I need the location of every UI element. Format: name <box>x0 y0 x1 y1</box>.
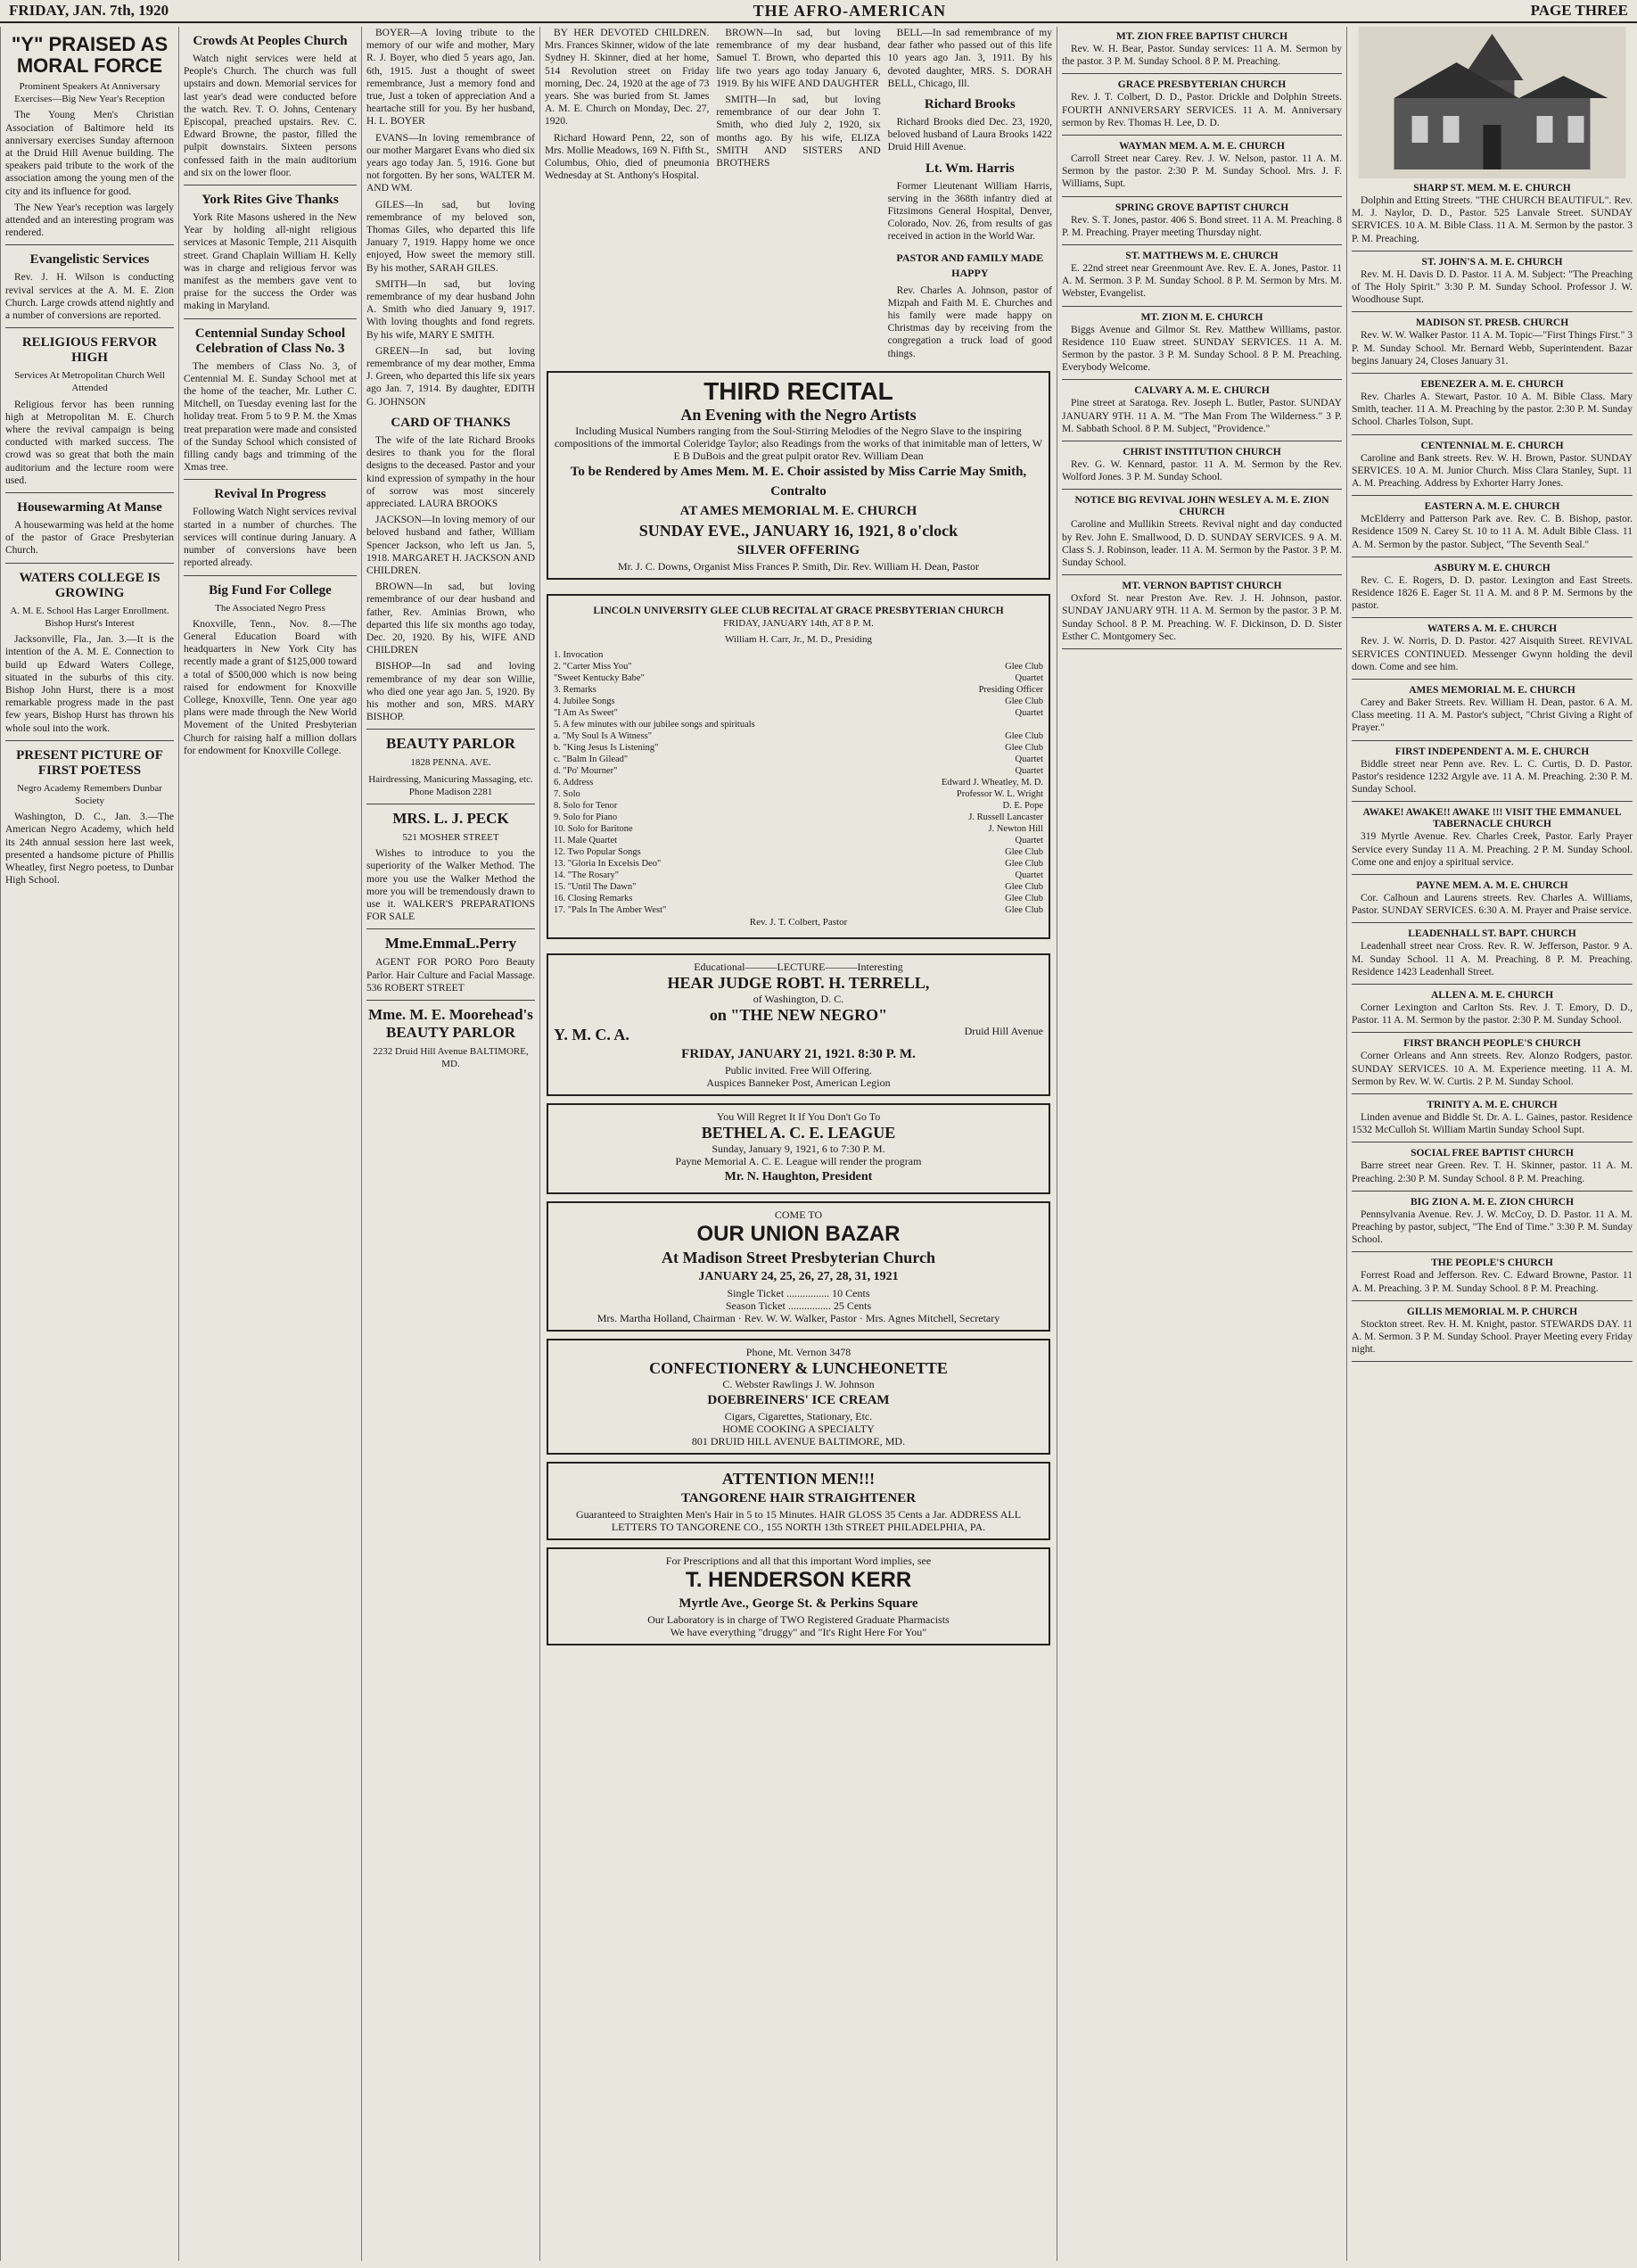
church-notice-body: Rev. W. H. Bear, Pastor. Sunday services: 11 A. M. Sermon by the pastor. 3 P. M. Sunday School. 8 P. M. Preaching. <box>1062 44 1342 68</box>
church-notice-title: SOCIAL FREE BAPTIST CHURCH <box>1411 1148 1574 1159</box>
program-performer: Glee Club <box>1005 847 1043 858</box>
paper-title: THE AFRO-AMERICAN <box>753 1 947 20</box>
subhead-fervor: Services At Metropolitan Church Well Attended <box>14 370 165 394</box>
kerr-address: Myrtle Ave., George St. & Perkins Square <box>679 1596 918 1612</box>
program-item: 17. "Pals In The Amber West" <box>554 905 667 916</box>
kerr-lab: Our Laboratory is in charge of TWO Registered Graduate Pharmacists <box>647 1613 950 1627</box>
program-performer: Glee Club <box>1005 662 1043 672</box>
church-notice-title: WAYMAN MEM. A. M. E. CHURCH <box>1119 141 1285 153</box>
headline-york-rites: York Rites Give Thanks <box>202 193 339 208</box>
program-performer: Glee Club <box>1005 859 1043 870</box>
church-notice-title: MT. ZION M. E. CHURCH <box>1140 311 1263 323</box>
subhead-waters-college: A. M. E. School Has Larger Enrollment. Bishop Hurst's Interest <box>10 605 169 629</box>
program-item: a. "My Soul Is A Witness" <box>554 731 653 742</box>
obituary: Richard Howard Penn, 22, son of Mrs. Mollie Meadows, 169 N. Fifth St., Columbus, Ohio, died of pneumonia Wednesday at St. Anthony's Hospital. <box>545 132 710 182</box>
program-item: 15. "Until The Dawn" <box>554 882 637 893</box>
article-body: Following Watch Night services revival started in a number of churches. The services will continue during January. A number of conversions have been reported already. <box>184 507 357 569</box>
memoriam: GREEN—In sad, but loving remembrance of my dear mother, Emma J. Green, who departed this life six years ago Jan. 7, 1914. By daughter, EDITH G. JOHNSON <box>366 345 535 408</box>
lecture-location: Druid Hill Avenue <box>964 1025 1043 1038</box>
program-row <box>554 788 1043 800</box>
conf-phone: Phone, Mt. Vernon 3478 <box>745 1346 851 1359</box>
ad-peck: MRS. L. J. PECK <box>392 809 509 827</box>
church-notice-body: Rev. S. T. Jones, pastor. 406 S. Bond street. 11 A. M. Preaching. 8 P. M. Preaching. Prayer meeting Thursday night. <box>1062 214 1342 238</box>
church-notice-title: MT. VERNON BAPTIST CHURCH <box>1122 581 1282 592</box>
program-item: b. "King Jesus Is Listening" <box>554 743 659 754</box>
kerr-pre: For Prescriptions and all that this important Word implies, see <box>665 1555 932 1568</box>
program-row <box>554 823 1043 835</box>
headline-fervor: RELIGIOUS FERVOR HIGH <box>21 335 158 366</box>
church-notice-body: Oxford St. near Preston Ave. Rev. J. H. Johnson, pastor. SUNDAY JANUARY 9TH. 11 A. M. Sermon by the pastor. 3 P. M. Sunday School. 8 P. M. Preaching. W. F. Dickinson, D. D. Sister Esther C. Montgomery Sec. <box>1062 593 1342 642</box>
program-performer: Quartet <box>1015 766 1043 777</box>
tangorene-title: ATTENTION MEN!!! <box>721 1470 876 1489</box>
conf-home: HOME COOKING A SPECIALTY <box>722 1423 875 1436</box>
bazar-dates: JANUARY 24, 25, 26, 27, 28, 31, 1921 <box>698 1270 899 1284</box>
ad-perry: Mme.EmmaL.Perry <box>384 935 517 953</box>
memoriam: SMITH—In sad, but loving remembrance of our dear John T. Smith, who died July 2, 1920, six months ago. By his wife, ELIZA SMITH AND SISTERS AND BROTHERS <box>716 95 881 169</box>
league-date: Sunday, January 9, 1921, 6 to 7:30 P. M. <box>712 1142 885 1156</box>
headline-big-fund: Big Fund For College <box>209 582 332 598</box>
memoriam: BROWN—In sad, but loving remembrance of our dear husband and father, Rev. Aminias Brown, who departed this life six months ago today, Dec. 20, 1920. By his, WIFE AND CHILDREN <box>366 581 535 656</box>
church-notice-title: MT. ZION FREE BAPTIST CHURCH <box>1115 31 1288 42</box>
church-notice-title: AWAKE! AWAKE!! AWAKE !!! VISIT THE EMMANUEL TABERNACLE CHURCH <box>1362 807 1622 830</box>
church-notice-body: Pine street at Saratoga. Rev. Joseph L. Butler, Pastor. SUNDAY JANUARY 9TH. 11 A. M. "The Man From The Wilderness." 3 P. M. Sabbath School. 8 P. M. Subject, "Providence." <box>1062 398 1342 434</box>
article-body: Jacksonville, Fla., Jan. 3.—It is the intention of the A. M. E. Connection to build up Edward Waters College, situated in the suburbs of this city. Bishop John Hurst, there is a most remarkable progress made in the past few years, Bishop Hurst has thrown his whole soul into the work. <box>5 634 174 734</box>
subhead-poetess: Negro Academy Remembers Dunbar Society <box>17 782 162 806</box>
recital-title: THIRD RECITAL <box>703 376 893 405</box>
ad-address: 521 MOSHER STREET <box>402 831 499 843</box>
church-notice-title: CENTENNIAL M. E. CHURCH <box>1420 440 1564 451</box>
recital-venue: AT AMES MEMORIAL M. E. CHURCH <box>679 503 917 518</box>
headline-housewarming: Housewarming At Manse <box>17 500 162 515</box>
ad-body: Wishes to introduce to you the superiority of the Walker Method. The more you use the Walker Method the more you will be tremendously drawn to use it. WALKER'S PREPARATIONS FOR SALE <box>366 848 535 923</box>
recital-footer: Mr. J. C. Downs, Organist Miss Frances P. Smith, Dir. Rev. William H. Dean, Pastor <box>618 559 979 573</box>
church-notice-body: Biggs Avenue and Gilmor St. Rev. Matthew Williams, pastor. Residence 110 Euaw street. SUNDAY SERVICES. 11 A. M. Sermon by the pastor. 3 P. M. Sunday School. 8 P. M. Preaching. Everybody Welcome. <box>1062 324 1342 374</box>
program-row <box>554 870 1043 881</box>
kerr-title: T. HENDERSON KERR <box>685 1568 912 1593</box>
church-notice-title: ASBURY M. E. CHURCH <box>1434 562 1551 573</box>
obituary: Former Lieutenant William Harris, serving in the 368th infantry died at Fitzsimons General Hospital, Denver, Colorado, Nov. 26, from results of gas received in action in the World War. <box>887 180 1052 243</box>
league-regret: You Will Regret It If You Don't Go To <box>716 1110 881 1124</box>
church-notice-body: Stockton street. Rev. H. M. Knight, pastor. STEWARDS DAY. 11 A. M. Sermon. 3 P. M. Sunday School. Prayer Meeting every Friday night. <box>1352 1318 1633 1356</box>
article-body: The members of Class No. 3, of Centennial M. E. Sunday School met at the home of the teacher, Mr. Luther C. Mitchell, on Tuesday evening last for the holiday treat. From 5 to 9 P. M. the Xmas treat preparation were made and consisted of the Sunday School which consisted of filling candy bags and trimming of the Xmas tree. <box>184 360 357 474</box>
bazar-come: COME TO <box>774 1208 823 1222</box>
headline-evangelistic: Evangelistic Services <box>29 252 150 268</box>
church-notice-body: 319 Myrtle Avenue. Rev. Charles Creek, Pastor. Early Prayer Service every Sunday 11 A. M. Preaching. 2 P. M. Sunday School. Come one and enjoy a spiritual service. <box>1352 831 1633 868</box>
church-notice-body: Rev. W. W. Walker Pastor. 11 A. M. Topic—"First Things First." 3 P. M. Sunday School. Mr. Bernard Webb, Superintendent. Bazar begins January 24, Closes January 31. <box>1352 330 1633 367</box>
article-body: A housewarming was held at the home of the pastor of Grace Presbyterian Church. <box>5 520 174 557</box>
league-program: Payne Memorial A. C. E. League will render the program <box>675 1155 922 1168</box>
program-item: 3. Remarks <box>554 685 596 696</box>
lecture-topic: on "THE NEW NEGRO" <box>709 1006 888 1025</box>
program-item: 12. Two Popular Songs <box>554 847 641 858</box>
article-body: The Young Men's Christian Association of Baltimore held its anniversary exercises Sunday afternoon at the Druid Hill Avenue building. The speakers paid tribute to the work of the association among the young men of the city and its influence for good. <box>5 110 174 197</box>
ad-address: 2232 Druid Hill Avenue BALTIMORE, MD. <box>373 1046 529 1070</box>
church-notice-title: EASTERN A. M. E. CHURCH <box>1424 501 1560 513</box>
recital-offering: SILVER OFFERING <box>736 542 860 557</box>
church-notice-body: Barre street near Green. Rev. T. H. Skinner, pastor. 11 A. M. Preaching. 2:30 P. M. Sunday School. 8 P. M. Preaching. <box>1352 1160 1633 1184</box>
church-notice-body: Rev. C. E. Rogers, D. D. pastor. Lexington and East Streets. Residence 1826 E. Eager St. 11 A. M. and 8 P. M. Sermons by the pastor. <box>1352 574 1633 612</box>
church-notice-body: Rev. G. W. Kennard, pastor. 11 A. M. Sermon by the Rev. Wolford Jones. 3 P. M. Sunday School. <box>1062 459 1342 483</box>
church-notice-title: GILLIS MEMORIAL M. P. CHURCH <box>1406 1306 1578 1317</box>
church-notice-body: Rev. J. W. Norris, D. D. Pastor. 427 Aisquith Street. REVIVAL SERVICES CONTINUED. Messenger Gwynn holding the devil down. Come and see him. <box>1352 636 1633 672</box>
church-notice-title: EBENEZER A. M. E. CHURCH <box>1420 379 1564 391</box>
program-performer: Glee Club <box>1005 743 1043 754</box>
program-row <box>554 904 1043 916</box>
league-name: BETHEL A. C. E. LEAGUE <box>701 1124 896 1142</box>
program-row <box>554 707 1043 719</box>
program-item: 9. Solo for Piano <box>554 812 618 823</box>
program-performer: D. E. Pope <box>1002 801 1043 812</box>
recital-date: SUNDAY EVE., JANUARY 16, 1921, 8 o'clock <box>638 521 958 540</box>
program-performer: J. Newton Hill <box>988 824 1043 835</box>
column-3 <box>361 27 539 2261</box>
church-notice-title: SHARP ST. MEM. M. E. CHURCH <box>1413 183 1571 194</box>
ad-lecture <box>547 953 1050 1096</box>
program-row <box>554 719 1043 730</box>
church-notice-body: Pennsylvania Avenue. Rev. J. W. McCoy, D. D. Pastor. 11 A. M. Preaching by pastor, subject, "The End of Time." 3:30 P. M. Sunday School. <box>1352 1208 1633 1246</box>
article-body: Rev. J. H. Wilson is conducting revival services at the A. M. E. Zion Church. Large crowds attend nightly and a number of conversions are reported. <box>5 272 174 322</box>
program-item: 14. "The Rosary" <box>554 870 620 881</box>
program-row <box>554 858 1043 870</box>
church-illustration-icon <box>1352 27 1633 178</box>
headline-richard-brooks: Richard Brooks <box>924 97 1016 112</box>
program-performer: Professor W. L. Wright <box>956 789 1043 800</box>
church-notice-title: ST. JOHN'S A. M. E. CHURCH <box>1421 256 1563 268</box>
memoriam: BELL—In sad remembrance of my dear father who passed out of this life 10 years ago Jan. 3, 1911. By his devoted daughter, MRS. S. DORAH BELL, Chicago, Ill. <box>887 28 1052 89</box>
program-row <box>554 661 1043 672</box>
church-notice-body: Carey and Baker Streets. Rev. William H. Dean, pastor. 6 A. M. Class meeting. 11 A. M. Pastor's subject, "Christ Giving a Right of Prayer." <box>1352 697 1633 734</box>
church-notice-body: E. 22nd street near Greenmount Ave. Rev. E. A. Jones, Pastor. 11 A. M. Sermon. 3 P. M. Sunday School. 8 P. M. Sermon by Mrs. M. Webster, Evangelist. <box>1062 263 1342 300</box>
church-notice-body: McElderry and Patterson Park ave. Rev. C. B. Bishop, pastor. Residence 1509 N. Carey St. 10 to 11 A. M. Adult Bible Class. 11 A. M. Sermon by the pastor. Subject, "The Seventh Seal." <box>1352 514 1633 550</box>
glee-chair: William H. Carr, Jr., M. D., Presiding <box>724 634 873 646</box>
program-performer: Glee Club <box>1005 882 1043 893</box>
program-performer: Glee Club <box>1005 731 1043 742</box>
article-body: Washington, D. C., Jan. 3.—The American Negro Academy, which held its 24th annual session here last week, presented a handsome picture of Phillis Wheatley, first Negro poetess, to Dunbar High School. <box>5 812 174 887</box>
headline-harris: Lt. Wm. Harris <box>925 161 1015 176</box>
lecture-speaker: HEAR JUDGE ROBT. H. TERRELL, <box>667 974 930 993</box>
ad-union-bazar <box>547 1201 1050 1332</box>
memoriam: SMITH—In sad, but loving remembrance of my dear husband John A. Smith who died January 9, 1917. With loving thoughts and fond regrets. By his wife, MARY E SMITH. <box>366 278 535 341</box>
article-body: The wife of the late Richard Brooks desires to thank you for the floral designs to the deceased. Pastor and your kind expression of sympathy in the hour of sorrow was most sincerely appreciated. LAURA BROOKS <box>366 434 535 509</box>
program-row <box>554 754 1043 765</box>
conf-cigars: Cigars, Cigarettes, Stationary, Etc. <box>724 1410 873 1423</box>
church-notice-title: ALLEN A. M. E. CHURCH <box>1430 989 1554 1001</box>
church-notice-body: Rev. M. H. Davis D. D. Pastor. 11 A. M. Subject: "The Preaching of The Holy Spirit." 3:30 P. M. Sunday School. Professor J. W. Woodhouse Supt. <box>1352 268 1633 306</box>
program-item: 13. "Gloria In Excelsis Deo" <box>554 859 662 870</box>
article-body: Knoxville, Tenn., Nov. 8.—The General Education Board with headquarters in New York City has recently made a grant of $125,000 toward a total of $500,000 which is now being raised for endowment for Knoxville College, Knoxville, Tenn. One year ago plans were made through the New World Movement of the United Presbyterian Church for raising half a million dollars for endowment for Knoxville College. <box>184 618 357 756</box>
program-row <box>554 696 1043 707</box>
glee-footer: Rev. J. T. Colbert, Pastor <box>749 917 848 928</box>
article-body: Watch night services were held at People's Church. The church was full upstairs and down. Memorial services for last year's dead were conducted before the watch. Rev. T. O. Johns, Centenary Episcopal, preached upstairs. Rev. C. Edward Browne, the pastor, filled the pulpit downstairs. Sixteen persons confessed faith in the main auditorium and six on the lower floor. <box>184 54 357 178</box>
program-row <box>554 812 1043 823</box>
church-notice-title: CHRIST INSTITUTION CHURCH <box>1123 447 1281 458</box>
program-performer: Quartet <box>1015 673 1043 684</box>
headline-pastor: PASTOR AND FAMILY MADE HAPPY <box>896 251 1044 279</box>
program-item: 6. Address <box>554 778 594 788</box>
headline-poetess: PRESENT PICTURE OF FIRST POETESS <box>16 747 163 778</box>
tangorene-sub: TANGORENE HAIR STRAIGHTENER <box>680 1491 917 1506</box>
ad-bethel-league <box>547 1103 1050 1194</box>
league-president: Mr. N. Haughton, President <box>724 1170 873 1184</box>
program-item: 4. Jubilee Songs <box>554 697 615 707</box>
church-notice-title: MADISON ST. PRESB. CHURCH <box>1415 318 1569 329</box>
lecture-auspices: Auspices Banneker Post, American Legion <box>706 1076 891 1090</box>
church-notice-title: TRINITY A. M. E. CHURCH <box>1427 1099 1558 1110</box>
program-item: 5. A few minutes with our jubilee songs and spirituals <box>554 720 755 730</box>
glee-date: FRIDAY, JANUARY 14th, AT 8 P. M. <box>723 617 874 629</box>
headline-crowds: Crowds At Peoples Church <box>193 34 348 48</box>
church-notice-body: Caroline and Mullikin Streets. Revival night and day conducted by Rev. John E. Smallwood, D. D. SUNDAY SERVICES. 9 A. M. Class S. J. Robinson, leader. 11 A. M. Sermon by the Pastor. 3 P. M. Sunday School. <box>1062 519 1342 569</box>
glee-program <box>554 649 1043 916</box>
church-notice-title: LEADENHALL ST. BAPT. CHURCH <box>1408 928 1576 940</box>
program-row <box>554 742 1043 754</box>
memoriam: EVANS—In loving remembrance of our mother Margaret Evans who died six years ago today Jan. 5, 1916. Gone but not forgotten. By her sons, WALTER M. AND WM. <box>366 132 535 194</box>
ad-body: Hairdressing, Manicuring Massaging, etc. Phone Madison 2281 <box>368 773 533 797</box>
program-performer: Glee Club <box>1005 697 1043 707</box>
bazar-single: Single Ticket ................ 10 Cents <box>727 1287 870 1300</box>
column-5 <box>1057 27 1346 2261</box>
program-performer: Quartet <box>1015 755 1043 765</box>
conf-address: 801 DRUID HILL AVENUE BALTIMORE, MD. <box>691 1435 906 1448</box>
church-notice-body: Corner Lexington and Carlton Sts. Rev. J. T. Emory, D. D., Pastor. 11 A. M. Sermon by the pastor. 2:30 P. M. Sunday School. <box>1352 1002 1633 1027</box>
ad-moorehead: Mme. M. E. Moorehead's BEAUTY PARLOR <box>368 1006 533 1041</box>
ad-body: AGENT FOR PORO Poro Beauty Parlor. Hair Culture and Facial Massage. 536 ROBERT STREET <box>366 957 535 994</box>
church-notice-body: Corner Orleans and Ann streets. Rev. Alonzo Rodgers, pastor. SUNDAY SERVICES. 10 A. M. Experience meeting. 11 A. M. Sermon by Rev. W. W. Curtis. 2 P. M. Sunday School. <box>1352 1051 1633 1087</box>
memoriam: BROWN—In sad, but loving remembrance of my dear husband, Samuel T. Brown, who departed this life two years ago today January 6, 1919. By his WIFE AND DAUGHTER <box>716 28 881 89</box>
church-notice-title: PAYNE MEM. A. M. E. CHURCH <box>1416 879 1568 891</box>
ad-third-recital <box>547 371 1050 580</box>
program-row <box>554 649 1043 661</box>
church-notice-body: Cor. Calhoun and Laurens streets. Rev. Charles A. Williams, Pastor. SUNDAY SERVICES. 6:30 A. M. Prayer and Praise service. <box>1352 892 1633 917</box>
program-performer: J. Russell Lancaster <box>968 812 1043 823</box>
program-performer: Quartet <box>1015 870 1043 881</box>
program-row <box>554 765 1043 777</box>
recital-desc: Including Musical Numbers ranging from the Soul-Stirring Melodies of the Negro Slave to the inspiring compositions of the immortal Coleridge Taylor; also Readings from the works of that inimitable man of letters, W E B DuBois and the great pulpit orator Rev. William Dean <box>554 424 1043 462</box>
program-item: d. "Po' Mourner" <box>554 766 618 777</box>
program-row <box>554 846 1043 858</box>
church-notice-body: Dolphin and Etting Streets. "THE CHURCH BEAUTIFUL". Rev. M. J. Naylor, D. D., Pastor. 525 Lanvale Street. SUNDAY SERVICES. 10 A. M. Bible Class. 11 A. M. Sermon by the pastor. 3 P. M. Preaching. <box>1352 195 1633 244</box>
program-item: "I Am As Sweet" <box>554 708 618 719</box>
church-notice-title: SPRING GROVE BAPTIST CHURCH <box>1115 202 1289 213</box>
memoriam: JACKSON—In loving memory of our beloved husband and father, William Spencer Jackson, who left us Jan. 5, 1918. MARGARET H. JACKSON AND CHILDREN. <box>366 515 535 576</box>
program-performer: Glee Club <box>1005 905 1043 916</box>
subhead-big-fund: The Associated Negro Press <box>215 602 325 614</box>
bazar-title: OUR UNION BAZAR <box>696 1222 901 1247</box>
kerr-footer: We have everything "druggy" and "It's Right Here For You" <box>670 1626 927 1639</box>
church-notice-title: ST. MATTHEWS M. E. CHURCH <box>1125 251 1279 262</box>
church-notice-body: Biddle street near Penn ave. Rev. L. C. Curtis, D. D. Pastor. Pastor's residence 1232 Argyle ave. 11 A. M. Preaching. 2:30 P. M. Sunday School. <box>1352 758 1633 796</box>
church-notice-body: Carroll Street near Carey. Rev. J. W. Nelson, pastor. 11 A. M. Sermon by the pastor. 2:30 P. M. Sunday School. Mrs. J. F. Williams, Supt. <box>1062 153 1342 190</box>
recital-by: To be Rendered by Ames Mem. M. E. Choir assisted by Miss Carrie May Smith, Contralto <box>570 464 1027 499</box>
lecture-public: Public invited. Free Will Offering. <box>724 1064 873 1077</box>
church-notice-body: Caroline and Bank streets. Rev. W. H. Brown, Pastor. SUNDAY SERVICES. 10 A. M. Junior Church. Miss Clara Stanley, Supt. 11 A. M. Preaching. Address by Exhorter Harry Jones. <box>1352 452 1633 490</box>
headline-card-thanks: CARD OF THANKS <box>391 415 511 430</box>
program-row <box>554 881 1043 893</box>
program-item: 16. Closing Remarks <box>554 894 633 904</box>
article-body: The New Year's reception was largely attended and an interesting program was rendered. <box>5 202 174 239</box>
church-notice-body: Rev. J. T. Colbert, D. D., Pastor. Drickle and Dolphin Streets. FOURTH ANNIVERSARY SERVICES. 11 A. M. Anniversary sermon by Rev. Thomas H. Lee, D. D. <box>1062 92 1342 128</box>
program-item: 8. Solo for Tenor <box>554 801 618 812</box>
program-item: 1. Invocation <box>554 650 604 661</box>
church-notice-title: NOTICE BIG REVIVAL JOHN WESLEY A. M. E. ZION CHURCH <box>1074 495 1329 518</box>
program-row <box>554 835 1043 846</box>
bazar-staff: Mrs. Martha Holland, Chairman · Rev. W. W. Walker, Pastor · Mrs. Agnes Mitchell, Secretary <box>596 1312 1000 1325</box>
program-performer: Glee Club <box>1005 894 1043 904</box>
church-notice-title: GRACE PRESBYTERIAN CHURCH <box>1117 79 1287 91</box>
memoriam: GILES—In sad, but loving remembrance of my beloved son, Thomas Giles, who departed this life January 7, 1919. Happy home we once enjoyed, How sweet the memory still. By his mother, SARAH GILES. <box>366 199 535 274</box>
church-notice-title: THE PEOPLE'S CHURCH <box>1431 1258 1553 1269</box>
obituary: BY HER DEVOTED CHILDREN. Mrs. Frances Skinner, widow of the late Sydney H. Skinner, died at her home, 514 Revolution street on Friday morning, Dec. 24, 1920 at the age of 73 years. She was buried from St. James A. M. E. Church on Monday, Dec. 27, 1920. <box>545 28 710 128</box>
article-body: Religious fervor has been running high at Metropolitan M. E. Church where the revival campaign is being conducted with marked success. The crowd was so great that both the main auditorium and the lecture room were used. <box>5 399 174 486</box>
program-row <box>554 672 1043 684</box>
bazar-venue: At Madison Street Presbyterian Church <box>662 1249 935 1267</box>
tangorene-body: Guaranteed to Straighten Men's Hair in 5 to 15 Minutes. HAIR GLOSS 35 Cents a Jar. ADDRESS ALL LETTERS TO TANGORENE CO., 155 NORTH 13th STREET PHILADELPHIA, PA. <box>575 1508 1022 1534</box>
glee-title: LINCOLN UNIVERSITY GLEE CLUB RECITAL AT GRACE PRESBYTERIAN CHURCH <box>593 605 1004 616</box>
program-row <box>554 893 1043 904</box>
church-notice-title: CALVARY A. M. E. CHURCH <box>1134 385 1270 397</box>
program-item: 7. Solo <box>554 789 580 800</box>
lecture-top: Educational———LECTURE———Interesting <box>694 961 903 974</box>
program-performer: Quartet <box>1015 836 1043 846</box>
headline-revival: Revival In Progress <box>214 487 326 502</box>
masthead <box>0 0 1637 23</box>
conf-icecream: DOEBREINERS' ICE CREAM <box>707 1393 890 1408</box>
church-notice-body: Leadenhall street near Cross. Rev. R. W. Jefferson, Pastor. 9 A. M. Sunday School. 11 A. M. Preaching. 8 P. M. Preaching. Residence 1423 Leadenhall Street. <box>1352 941 1633 977</box>
church-notice-title: BIG ZION A. M. E. ZION CHURCH <box>1410 1196 1575 1208</box>
ad-kerr-pharmacy <box>547 1547 1050 1645</box>
church-notice-body: Rev. Charles A. Stewart, Pastor. 10 A. M. Bible Class. Mary Smith, teacher. 11 A. M. Preaching by the pastor. 2:30 P. M. Sunday School. Charles Tolson, Supt. <box>1352 392 1633 428</box>
program-performer: Presiding Officer <box>978 685 1043 696</box>
program-performer: Edward J. Wheatley, M. D. <box>941 778 1043 788</box>
article-body: York Rite Masons ushered in the New Year by holding all-night religious services at Masonic Temple, 211 Aisquith street. Grand Chaplain William H. Kelly was in charge and religious fervor was manifest as the members gave vent to praise for the success the Order was making in Maryland. <box>184 212 357 312</box>
program-item: 11. Male Quartet <box>554 836 618 846</box>
program-row <box>554 730 1043 742</box>
subhead-y-praised: Prominent Speakers At Anniversary Exercises—Big New Year's Reception <box>14 81 165 105</box>
page-number: PAGE THREE <box>1530 2 1628 19</box>
issue-date: FRIDAY, JAN. 7th, 1920 <box>9 2 169 19</box>
headline-waters-college: WATERS COLLEGE IS GROWING <box>19 570 160 600</box>
lecture-date: FRIDAY, JANUARY 21, 1921. 8:30 P. M. <box>681 1047 916 1062</box>
ad-beauty-parlor: BEAUTY PARLOR <box>386 735 515 753</box>
program-row <box>554 684 1043 696</box>
headline-y-praised: "Y" PRAISED AS MORAL FORCE <box>11 33 169 77</box>
conf-title: CONFECTIONERY & LUNCHEONETTE <box>649 1359 948 1378</box>
program-item: 2. "Carter Miss You" <box>554 662 632 672</box>
memoriam: BISHOP—In sad and loving remembrance of my dear son Willie, who died one year ago Jan. 5, 1920. By his mother and son, MRS. MARY BISHOP. <box>366 661 535 723</box>
program-row <box>554 777 1043 788</box>
ad-confectionery <box>547 1339 1050 1455</box>
ad-glee-club <box>547 594 1050 940</box>
column-6 <box>1346 27 1637 2261</box>
church-notice-title: AMES MEMORIAL M. E. CHURCH <box>1409 685 1575 697</box>
church-notice-title: WATERS A. M. E. CHURCH <box>1427 623 1558 635</box>
column-2 <box>178 27 361 2261</box>
article-body: Rev. Charles A. Johnson, pastor of Mizpah and Faith M. E. Churches and his family were made happy on Christmas day by receiving from the congregation a truck load of good things. <box>887 285 1052 359</box>
church-notice-body: Forrest Road and Jefferson. Rev. C. Edward Browne, Pastor. 11 A. M. Preaching. 3 P. M. Sunday School. 8 P. M. Preaching. <box>1352 1270 1633 1294</box>
bazar-season: Season Ticket ................ 25 Cents <box>725 1299 872 1313</box>
lecture-of: of Washington, D. C. <box>753 993 844 1006</box>
column-4 <box>539 27 1057 2261</box>
program-row <box>554 800 1043 812</box>
recital-subtitle: An Evening with the Negro Artists <box>680 405 917 424</box>
church-notice-title: FIRST BRANCH PEOPLE'S CHURCH <box>1403 1038 1581 1050</box>
ad-tangorene <box>547 1462 1050 1540</box>
church-notice-title: FIRST INDEPENDENT A. M. E. CHURCH <box>1394 746 1590 757</box>
lecture-ymca: Y. M. C. A. <box>554 1026 629 1044</box>
program-item: 10. Solo for Baritone <box>554 824 633 835</box>
obituary: Richard Brooks died Dec. 23, 1920, beloved husband of Laura Brooks 1422 Druid Hill Avenue. <box>887 117 1052 153</box>
column-1 <box>0 27 178 2261</box>
program-item: c. "Balm In Gilead" <box>554 755 629 765</box>
conf-names: C. Webster Rawlings J. W. Johnson <box>722 1378 875 1391</box>
program-performer: Quartet <box>1015 708 1043 719</box>
church-notice-body: Linden avenue and Biddle St. Dr. A. L. Gaines, pastor. Residence 1532 McCulloh St. William Martin Sunday School Supt. <box>1352 1111 1633 1136</box>
headline-centennial: Centennial Sunday School Celebration of Class No. 3 <box>194 326 346 356</box>
program-item: "Sweet Kentucky Babe" <box>554 673 645 684</box>
memoriam: BOYER—A loving tribute to the memory of our wife and mother, Mary R. J. Boyer, who died 5 years ago, Jan. 6th, 1915. Just a thought of sweet remembrance, Just a memory fond and true, Just a token of appreciation And a heartache still for you. By her husband, H. L. BOYER <box>366 28 535 128</box>
ad-address: 1828 PENNA. AVE. <box>410 757 491 769</box>
